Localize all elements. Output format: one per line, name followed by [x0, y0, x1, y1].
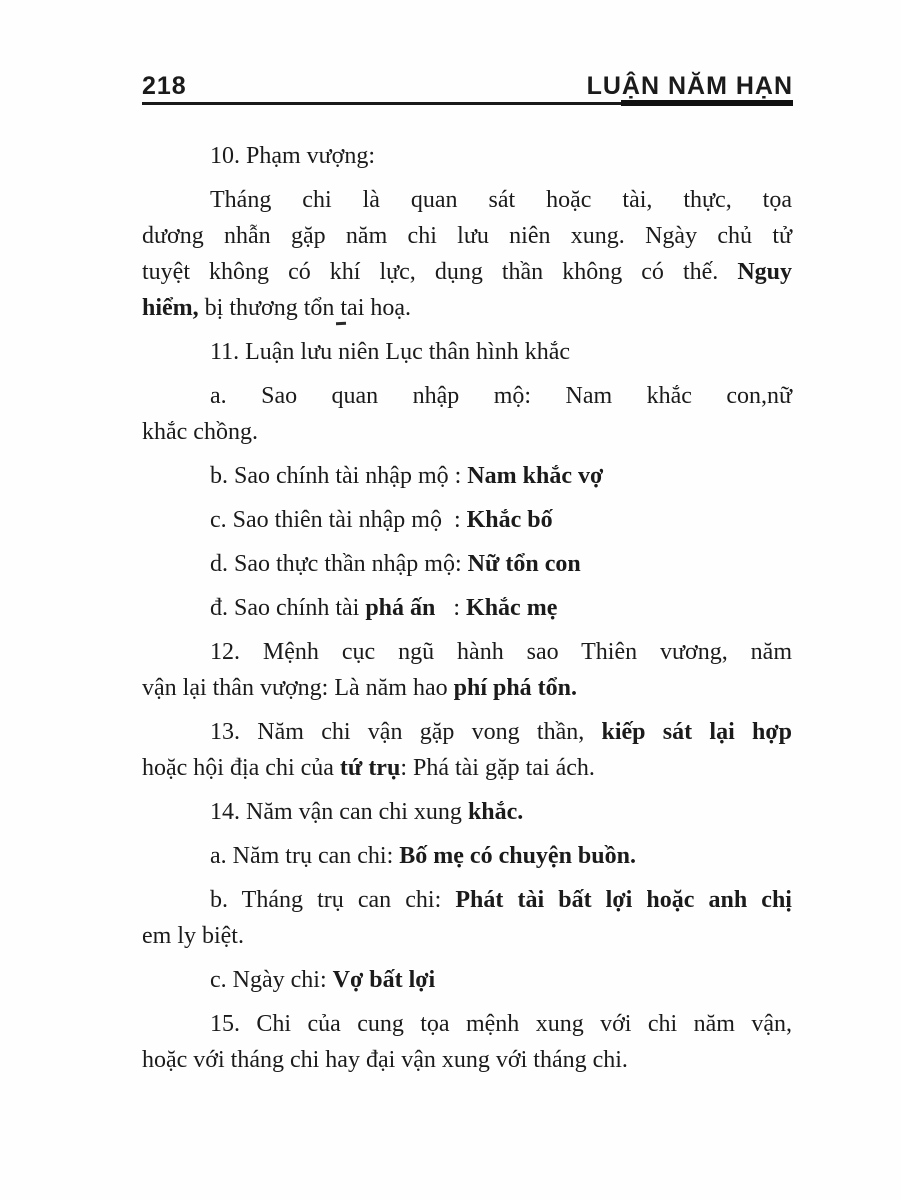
text-line	[142, 502, 792, 538]
text-segment: :	[435, 595, 467, 621]
text-segment: Tháng chi là quan sát hoặc tài, thực, tọa	[210, 187, 792, 213]
text-segment: 14. Năm vận can chi xung	[210, 799, 468, 825]
text-line	[142, 590, 792, 626]
text-line	[142, 918, 792, 954]
bold-text-segment: Bố mẹ có chuyện buồn.	[399, 843, 636, 869]
text-segment: hoặc với tháng chi hay đại vận xung với tháng chi.	[142, 1047, 628, 1073]
text-segment: vận lại thân vượng: Là năm hao	[142, 675, 454, 701]
paragraph	[142, 138, 792, 174]
text-line	[142, 634, 792, 670]
text-segment: a. Năm trụ can chi:	[210, 843, 400, 869]
text-line	[142, 838, 792, 874]
scan-artifact-dash	[336, 322, 346, 326]
text-segment: a. Sao quan nhập mộ: Nam khắc con,nữ	[210, 383, 792, 409]
text-line	[142, 458, 792, 494]
bold-text-segment: Phát tài bất lợi hoặc anh chị	[455, 887, 792, 913]
paragraph	[142, 882, 792, 954]
text-line	[142, 138, 792, 174]
paragraph	[142, 458, 792, 494]
text-segment: hoặc hội địa chi của	[142, 755, 340, 781]
page-header	[142, 72, 793, 101]
text-segment: tuyệt không có khí lực, dụng thần không có thế.	[142, 259, 738, 285]
text-segment: khắc chồng.	[142, 419, 258, 445]
text-segment: d. Sao thực thần nhập mộ:	[210, 551, 468, 577]
paragraph	[142, 182, 792, 326]
text-segment: bị thương tổn tai hoạ.	[198, 295, 412, 321]
text-segment: đ. Sao chính tài	[210, 595, 366, 621]
paragraph	[142, 714, 792, 786]
text-line	[142, 882, 792, 918]
text-line	[142, 714, 792, 750]
text-line	[142, 962, 792, 998]
paragraph	[142, 590, 792, 626]
bold-text-segment: Vợ bất lợi	[332, 967, 436, 993]
bold-text-segment: phá ấn	[365, 595, 436, 621]
bold-text-segment: Khắc mẹ	[466, 595, 558, 621]
text-line	[142, 670, 792, 706]
text-segment: 13. Năm chi vận gặp vong thần,	[210, 719, 602, 745]
bold-text-segment: kiếp sát lại hợp	[601, 719, 792, 745]
text-segment: b. Sao chính tài nhập mộ :	[210, 463, 468, 489]
paragraph	[142, 334, 792, 370]
header-rule-thick-segment	[621, 100, 793, 106]
text-line	[142, 414, 792, 450]
text-line	[142, 1006, 792, 1042]
text-line	[142, 794, 792, 830]
text-segment: 12. Mệnh cục ngũ hành sao Thiên vương, năm	[210, 639, 792, 665]
bold-text-segment: hiểm,	[142, 295, 199, 321]
text-segment: : Phá tài gặp tai ách.	[400, 755, 595, 781]
running-title: LUẬN NĂM HẠN	[586, 72, 793, 100]
bold-text-segment: Nam khắc vợ	[467, 463, 604, 489]
paragraph	[142, 546, 792, 582]
text-line	[142, 290, 792, 326]
text-segment: c. Ngày chi:	[210, 967, 333, 993]
header-rule	[142, 102, 793, 105]
text-segment: 15. Chi của cung tọa mệnh xung với chi năm vận,	[210, 1011, 792, 1037]
text-line	[142, 218, 792, 254]
paragraph	[142, 794, 792, 830]
paragraph	[142, 634, 792, 706]
paragraph	[142, 838, 792, 874]
text-segment: c. Sao thiên tài nhập mộ :	[210, 507, 467, 533]
paragraph	[142, 962, 792, 998]
paragraph	[142, 502, 792, 538]
text-line	[142, 334, 792, 370]
text-segment: 10. Phạm vượng:	[210, 143, 376, 169]
bold-text-segment: Nguy	[737, 259, 792, 285]
bold-text-segment: tứ trụ	[339, 755, 401, 781]
paragraph	[142, 1006, 792, 1078]
paragraph	[142, 378, 792, 450]
bold-text-segment: Khắc bố	[466, 507, 553, 533]
bold-text-segment: phí phá tổn.	[453, 675, 578, 701]
text-segment: em ly biệt.	[142, 923, 244, 949]
bold-text-segment: khắc.	[467, 799, 524, 825]
text-line	[142, 750, 792, 786]
text-segment: 11. Luận lưu niên Lục thân hình khắc	[210, 339, 571, 365]
text-line	[142, 1042, 792, 1078]
page-number: 218	[142, 72, 187, 100]
text-segment: dương nhẫn gặp năm chi lưu niên xung. Ngày chủ tử	[142, 223, 792, 249]
bold-text-segment: Nữ tổn con	[467, 551, 581, 577]
text-line	[142, 182, 792, 218]
text-line	[142, 254, 792, 290]
text-segment: b. Tháng trụ can chi:	[210, 887, 456, 913]
text-line	[142, 546, 792, 582]
text-line	[142, 378, 792, 414]
page-body	[142, 138, 792, 1086]
